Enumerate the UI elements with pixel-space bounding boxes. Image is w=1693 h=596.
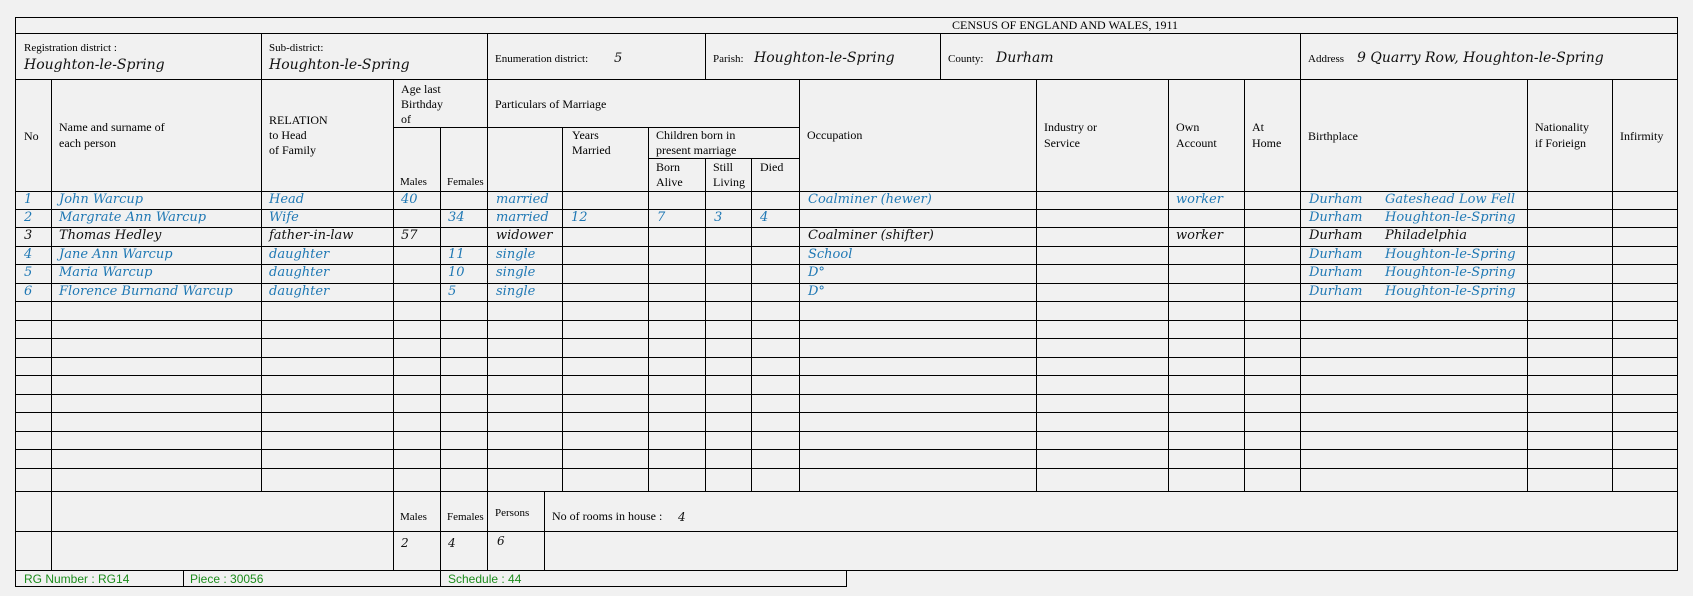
cell-age-female: 34 xyxy=(448,210,465,225)
registration-district-label: Registration district : xyxy=(24,42,117,54)
header-relation-3: of Family xyxy=(269,143,316,157)
cell-occupation: D° xyxy=(808,284,825,299)
cell-birth-county: Durham xyxy=(1309,284,1363,299)
header-athome-2: Home xyxy=(1252,136,1282,150)
rooms-label: No of rooms in house : xyxy=(552,509,663,523)
header-age-3: of xyxy=(401,112,411,126)
rooms-value: 4 xyxy=(678,510,686,524)
header-birthplace: Birthplace xyxy=(1308,129,1358,143)
cell-birth-place: Philadelphia xyxy=(1385,228,1467,243)
cell-name: Thomas Hedley xyxy=(59,228,162,243)
header-age-1: Age last xyxy=(401,82,441,96)
header-infirmity: Infirmity xyxy=(1620,129,1664,143)
cell-marriage: widower xyxy=(496,228,553,243)
piece-number: Piece : 30056 xyxy=(190,572,264,586)
totals-females-value: 4 xyxy=(448,536,456,550)
cell-birth-county: Durham xyxy=(1309,265,1363,280)
header-still-1: Still xyxy=(713,160,734,174)
cell-relation: Wife xyxy=(269,210,299,225)
header-marriage: Particulars of Marriage xyxy=(495,97,607,111)
cell-birth-county: Durham xyxy=(1309,210,1363,225)
header-own-2: Account xyxy=(1176,136,1217,150)
cell-birth-county: Durham xyxy=(1309,228,1363,243)
cell-occupation: Coalminer (shifter) xyxy=(808,228,934,243)
county-label: County: xyxy=(948,53,984,65)
totals-persons-value: 6 xyxy=(497,534,505,548)
cell-marriage: married xyxy=(496,210,549,225)
cell-no: 1 xyxy=(24,192,33,207)
header-relation-1: RELATION xyxy=(269,113,328,127)
header-age-2: Birthday xyxy=(401,97,443,111)
header-born-1: Born xyxy=(656,160,680,174)
cell-marriage: married xyxy=(496,192,549,207)
header-nationality-2: if Forieign xyxy=(1535,136,1586,150)
grid-line xyxy=(15,17,1677,18)
cell-no: 2 xyxy=(24,210,33,225)
form-title: CENSUS OF ENGLAND AND WALES, 1911 xyxy=(952,18,1179,32)
cell-no: 4 xyxy=(24,247,33,262)
cell-occupation: Coalminer (hewer) xyxy=(808,192,932,207)
header-males: Males xyxy=(400,176,427,188)
cell-own-account: worker xyxy=(1176,192,1223,207)
cell-name: Margrate Ann Warcup xyxy=(59,210,207,225)
grid-line xyxy=(648,158,799,159)
registration-district-value: Houghton-le-Spring xyxy=(24,57,165,73)
grid-line xyxy=(487,127,799,128)
rg-number: RG Number : RG14 xyxy=(24,572,130,586)
parish-value: Houghton-le-Spring xyxy=(754,50,895,66)
cell-name: Florence Burnand Warcup xyxy=(59,284,233,299)
header-died: Died xyxy=(760,160,784,174)
cell-relation: daughter xyxy=(269,247,330,262)
cell-birth-place: Houghton-le-Spring xyxy=(1385,247,1516,262)
cell-still-living: 3 xyxy=(714,210,723,225)
cell-no: 6 xyxy=(24,284,33,299)
header-relation-2: to Head xyxy=(269,128,307,142)
cell-relation: daughter xyxy=(269,265,330,280)
parish-label: Parish: xyxy=(713,53,744,65)
cell-birth-place: Houghton-le-Spring xyxy=(1385,265,1516,280)
cell-age-female: 10 xyxy=(448,265,465,280)
totals-males-label: Males xyxy=(400,511,427,523)
header-children-2: present marriage xyxy=(656,143,737,157)
header-years-1: Years xyxy=(572,128,599,142)
header-still-2: Living xyxy=(713,175,745,189)
cell-relation: father-in-law xyxy=(269,228,354,243)
cell-relation: Head xyxy=(269,192,305,207)
header-nationality-1: Nationality xyxy=(1535,120,1589,134)
cell-years-married: 12 xyxy=(571,210,588,225)
cell-marriage: single xyxy=(496,284,536,299)
cell-birth-county: Durham xyxy=(1309,247,1363,262)
cell-occupation: D° xyxy=(808,265,825,280)
header-name-2: each person xyxy=(59,136,116,150)
cell-born-alive: 7 xyxy=(657,210,666,225)
enumeration-district-label: Enumeration district: xyxy=(495,53,589,65)
cell-occupation: School xyxy=(808,247,853,262)
totals-females-label: Females xyxy=(447,511,484,523)
cell-age-male: 40 xyxy=(401,192,418,207)
address-value: 9 Quarry Row, Houghton-le-Spring xyxy=(1357,50,1604,66)
cell-marriage: single xyxy=(496,265,536,280)
cell-birth-place: Gateshead Low Fell xyxy=(1385,192,1516,207)
cell-no: 3 xyxy=(24,228,33,243)
cell-name: Maria Warcup xyxy=(59,265,153,280)
cell-age-male: 57 xyxy=(401,228,418,243)
header-years-2: Married xyxy=(572,143,611,157)
header-females: Females xyxy=(447,176,484,188)
header-name-1: Name and surname of xyxy=(59,120,165,134)
cell-died: 4 xyxy=(760,210,769,225)
enumeration-district-value: 5 xyxy=(614,51,623,66)
header-industry-1: Industry or xyxy=(1044,120,1097,134)
totals-persons-label: Persons xyxy=(495,507,530,519)
header-children-1: Children born in xyxy=(656,128,736,142)
cell-relation: daughter xyxy=(269,284,330,299)
cell-name: John Warcup xyxy=(59,192,144,207)
cell-age-female: 5 xyxy=(448,284,457,299)
cell-no: 5 xyxy=(24,265,33,280)
sub-district-label: Sub-district: xyxy=(269,42,324,54)
cell-age-female: 11 xyxy=(448,247,465,262)
county-value: Durham xyxy=(996,50,1054,66)
totals-males-value: 2 xyxy=(401,536,409,550)
cell-birth-place: Houghton-le-Spring xyxy=(1385,284,1516,299)
header-born-2: Alive xyxy=(656,175,683,189)
address-label: Address xyxy=(1308,53,1345,65)
header-no: No xyxy=(24,129,39,143)
grid-line xyxy=(15,33,1677,34)
schedule-number: Schedule : 44 xyxy=(448,572,522,586)
header-occupation: Occupation xyxy=(807,128,863,142)
cell-birth-place: Houghton-le-Spring xyxy=(1385,210,1516,225)
header-own-1: Own xyxy=(1176,120,1200,134)
grid-line xyxy=(15,79,1677,80)
cell-own-account: worker xyxy=(1176,228,1223,243)
header-industry-2: Service xyxy=(1044,136,1080,150)
cell-marriage: single xyxy=(496,247,536,262)
header-athome-1: At xyxy=(1252,120,1264,134)
cell-birth-county: Durham xyxy=(1309,192,1363,207)
cell-name: Jane Ann Warcup xyxy=(59,247,173,262)
sub-district-value: Houghton-le-Spring xyxy=(269,57,410,73)
